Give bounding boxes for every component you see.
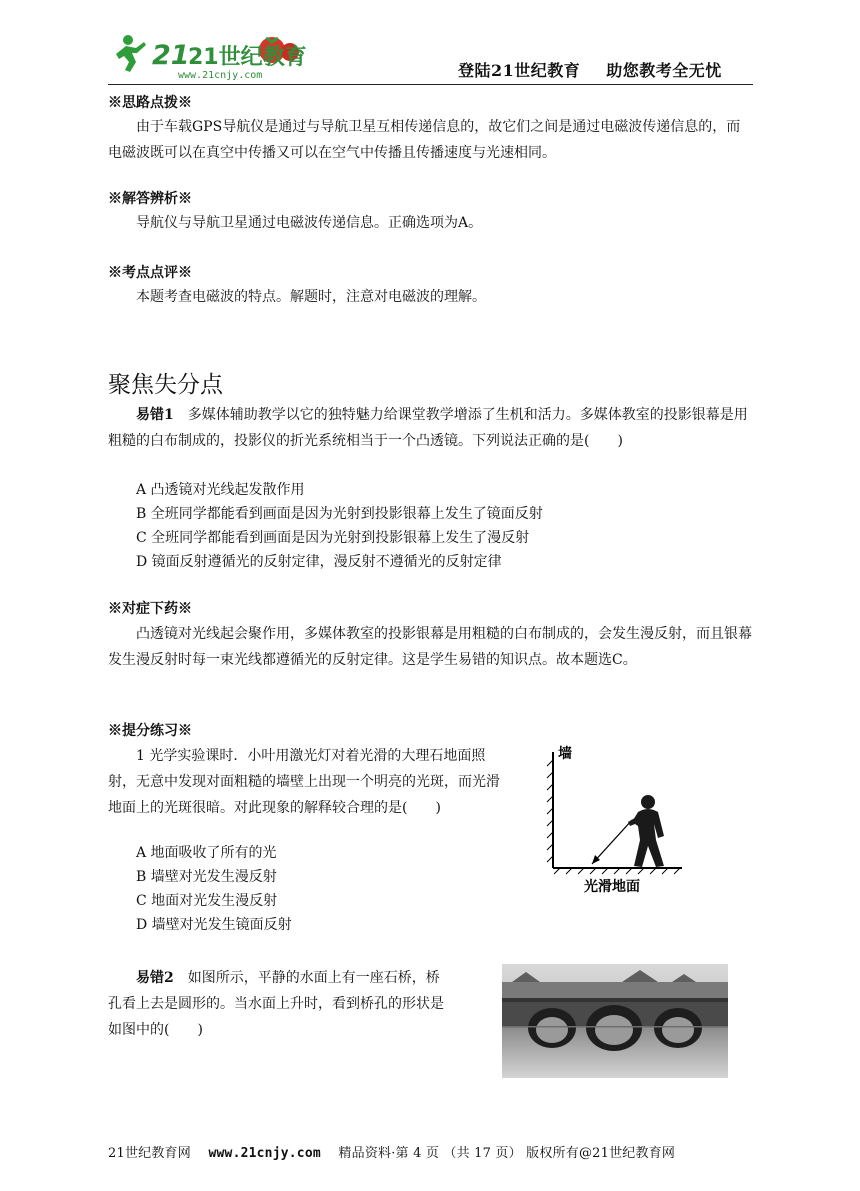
q1-option: A 凸透镜对光线起发散作用 [136, 482, 305, 498]
wall-laser-figure [540, 740, 700, 900]
footer-info: 精品资料·第 4 页 （共 17 页） 版权所有@21世纪教育网 [338, 1146, 676, 1161]
s5-options [136, 841, 292, 937]
q2-text [108, 965, 453, 1043]
site-logo [110, 28, 310, 84]
wall-label: 墙 [558, 746, 572, 762]
q1-options [136, 478, 543, 574]
logo-text: 21世纪教育 [188, 45, 307, 70]
focus-title: 聚焦失分点 [108, 372, 223, 398]
s4-title: ※对症下药※ [108, 601, 192, 617]
q1-body: 多媒体辅助教学以它的独特魅力给课堂教学增添了生机和活力。多媒体教室的投影银幕是用粗糙的白布制成的，投影仪的折光系统相当于一个凸透镜。下列说法正确的是( ) [108, 407, 748, 449]
q1-label: 易错1 [136, 407, 174, 423]
q1-option: B 全班同学都能看到画面是因为光射到投影银幕上发生了镜面反射 [136, 506, 543, 522]
slogan-right: 助您教考全无忧 [606, 61, 722, 80]
page-footer [108, 1142, 675, 1161]
s4-text: 凸透镜对光线起会聚作用，多媒体教室的投影银幕是用粗糙的白布制成的，会发生漫反射，而且银幕发生漫反射时每一束光线都遵循光的反射定律。这是学生易错的知识点。故本题选C。 [108, 626, 752, 668]
header-slogan [458, 58, 722, 81]
s2-title: ※解答辨析※ [108, 191, 192, 207]
slogan-left: 登陆21世纪教育 [458, 61, 581, 80]
q1-option: C 全班同学都能看到画面是因为光射到投影银幕上发生了漫反射 [136, 530, 530, 546]
s5-option: B 墙壁对光发生漫反射 [136, 869, 277, 885]
logo-url: www.21cnjy.com [178, 70, 263, 81]
s1-title: ※思路点拨※ [108, 95, 192, 111]
s5-option: D 墙壁对光发生镜面反射 [136, 917, 292, 933]
header-divider [108, 84, 753, 85]
s3-title: ※考点点评※ [108, 265, 192, 281]
floor-label: 光滑地面 [584, 879, 640, 895]
s5-title: ※提分练习※ [108, 723, 192, 739]
s3-text: 本题考查电磁波的特点。解题时，注意对电磁波的理解。 [136, 289, 486, 305]
s1-text: 由于车载GPS导航仪是通过与导航卫星互相传递信息的，故它们之间是通过电磁波传递信息的，而电磁波既可以在真空中传播又可以在空气中传播且传播速度与光速相同。 [108, 119, 741, 161]
q2-body: 如图所示，平静的水面上有一座石桥，桥孔看上去是圆形的。当水面上升时，看到桥孔的形状是如图中的( ) [108, 970, 444, 1038]
s5-option: A 地面吸收了所有的光 [136, 845, 277, 861]
stone-bridge-photo [502, 964, 728, 1078]
svg-text:21: 21 [152, 40, 190, 71]
q2-label: 易错2 [136, 970, 174, 986]
s5-text: 1 光学实验课时．小叶用激光灯对着光滑的大理石地面照射，无意中发现对面粗糙的墙壁上出现一个明亮的光斑，而光滑地面上的光斑很暗。对此现象的解释较合理的是( ) [108, 748, 500, 816]
footer-site: 21世纪教育网 [108, 1146, 191, 1161]
q1-option: D 镜面反射遵循光的反射定律，漫反射不遵循光的反射定律 [136, 554, 502, 570]
q1-text [108, 402, 753, 454]
s2-text: 导航仪与导航卫星通过电磁波传递信息。正确选项为A。 [136, 215, 483, 231]
footer-url[interactable]: www.21cnjy.com [208, 1146, 321, 1161]
s5-option: C 地面对光发生漫反射 [136, 893, 278, 909]
